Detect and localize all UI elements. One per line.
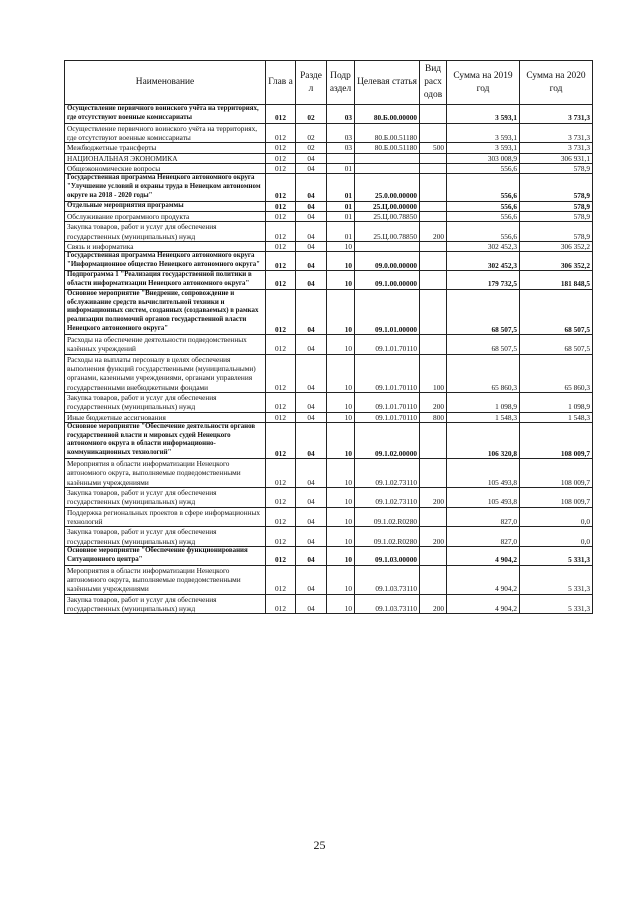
header-target: Целевая статья [355,61,420,105]
table-row [65,153,593,163]
cell-name: Межбюджетные трансферты [65,143,266,153]
cell-sum-2019: 303 008,9 [447,153,520,163]
cell-sum-2019: 827,0 [447,507,520,527]
cell-podrazdel: 01 [327,201,355,211]
header-sum-2019: Сумма на 2019 год [447,61,520,105]
cell-glava: 012 [266,212,296,222]
cell-sum-2020: 5 331,3 [520,594,593,614]
cell-sum-2019: 556,6 [447,163,520,173]
cell-name: Иные бюджетные ассигнования [65,412,266,422]
cell-sum-2019: 556,6 [447,222,520,242]
cell-razdel: 04 [296,174,327,201]
cell-sum-2020: 578,9 [520,201,593,211]
cell-name: Мероприятия в области информатизации Ненецкого автономного округа, выполняемые подведомственными казёнными учреждениями [65,565,266,594]
cell-glava: 012 [266,422,296,458]
cell-podrazdel: 10 [327,242,355,252]
cell-razdel: 02 [296,123,327,143]
table-row [65,507,593,527]
cell-razdel: 04 [296,488,327,508]
table-row [65,222,593,242]
cell-target: 25.Ц.00.78850 [355,222,420,242]
cell-name: Основное мероприятие "Обеспечение функционирования Ситуационного центра" [65,547,266,566]
header-sum-2020: Сумма на 2020 год [520,61,593,105]
cell-podrazdel: 10 [327,488,355,508]
page-number: 25 [313,838,326,852]
header-glava: Глав а [266,61,296,105]
cell-razdel: 04 [296,354,327,392]
cell-sum-2019: 68 507,5 [447,334,520,354]
table-row [65,565,593,594]
cell-razdel: 04 [296,547,327,566]
cell-glava: 012 [266,123,296,143]
cell-glava: 012 [266,565,296,594]
cell-target [355,242,420,252]
table-header-row [65,61,593,105]
cell-target: 09.1.01.70110 [355,334,420,354]
cell-podrazdel: 10 [327,527,355,547]
cell-sum-2020: 1 098,9 [520,392,593,412]
cell-target: 25.Ц.00.78850 [355,212,420,222]
cell-name: Государственная программа Ненецкого автономного округа "Информационное общество Ненецкого автономного округа" [65,252,266,271]
cell-target: 09.1.01.00000 [355,289,420,334]
cell-glava: 012 [266,174,296,201]
cell-vid: 200 [420,488,447,508]
cell-sum-2019: 105 493,8 [447,459,520,488]
cell-razdel: 04 [296,422,327,458]
cell-razdel: 04 [296,594,327,614]
cell-sum-2020: 108 009,7 [520,459,593,488]
cell-sum-2020: 108 009,7 [520,422,593,458]
cell-sum-2020: 65 860,3 [520,354,593,392]
cell-sum-2020: 3 731,3 [520,105,593,124]
cell-glava: 012 [266,242,296,252]
cell-target: 09.0.00.00000 [355,252,420,271]
table-row [65,459,593,488]
cell-name: Основное мероприятие "Обеспечение деятельности органов государственной власти и мировых судей Ненецкого автономного округа в области информационно-коммуникационных технологий" [65,422,266,458]
cell-podrazdel: 10 [327,565,355,594]
cell-glava: 012 [266,201,296,211]
cell-name: Основное мероприятие "Внедрение, сопровождение и обслуживание средств вычислительной техники и информационных систем, созданных (создаваемых) в рамках реализации полномочий органов государственной власти Ненецкого автономного округа" [65,289,266,334]
table-row [65,289,593,334]
cell-podrazdel: 01 [327,212,355,222]
cell-sum-2020: 0,0 [520,527,593,547]
cell-podrazdel: 10 [327,459,355,488]
cell-sum-2020: 5 331,3 [520,547,593,566]
table-row [65,334,593,354]
cell-sum-2020: 1 548,3 [520,412,593,422]
cell-sum-2020: 578,9 [520,163,593,173]
cell-glava: 012 [266,163,296,173]
cell-sum-2019: 65 860,3 [447,354,520,392]
cell-vid [420,153,447,163]
cell-vid: 800 [420,412,447,422]
cell-vid: 200 [420,222,447,242]
cell-sum-2020: 578,9 [520,174,593,201]
table-row [65,242,593,252]
cell-sum-2020: 306 352,2 [520,252,593,271]
cell-podrazdel: 01 [327,222,355,242]
cell-razdel: 04 [296,242,327,252]
cell-name: Подпрограмма 1 "Реализация государственной политики в области информатизации Ненецкого автономного округа" [65,271,266,290]
cell-target: 09.1.03.73110 [355,565,420,594]
cell-glava: 012 [266,459,296,488]
cell-sum-2020: 306 931,1 [520,153,593,163]
cell-name: Осуществление первичного воинского учёта на территориях, где отсутствуют военные комиссариаты [65,123,266,143]
cell-target: 09.1.02.R0280 [355,527,420,547]
table-row [65,123,593,143]
cell-sum-2019: 4 904,2 [447,594,520,614]
cell-name: Поддержка региональных проектов в сфере информационных технологий [65,507,266,527]
cell-razdel: 04 [296,459,327,488]
cell-vid [420,212,447,222]
cell-vid: 200 [420,527,447,547]
cell-podrazdel: 01 [327,174,355,201]
cell-vid [420,252,447,271]
table-row [65,392,593,412]
table-row [65,212,593,222]
cell-target [355,153,420,163]
cell-target: 09.1.03.00000 [355,547,420,566]
table-row [65,412,593,422]
table-row [65,252,593,271]
cell-razdel: 04 [296,201,327,211]
cell-sum-2020: 306 352,2 [520,242,593,252]
cell-glava: 012 [266,547,296,566]
cell-name: Расходы на обеспечение деятельности подведомственных казённых учреждений [65,334,266,354]
cell-vid [420,105,447,124]
cell-podrazdel: 10 [327,547,355,566]
cell-vid [420,174,447,201]
cell-glava: 012 [266,392,296,412]
cell-sum-2019: 302 452,3 [447,242,520,252]
cell-glava: 012 [266,289,296,334]
cell-target: 09.1.00.00000 [355,271,420,290]
cell-glava: 012 [266,507,296,527]
cell-razdel: 02 [296,143,327,153]
cell-glava: 012 [266,271,296,290]
budget-table [64,60,593,614]
cell-target: 25.0.00.00000 [355,174,420,201]
cell-podrazdel: 01 [327,163,355,173]
cell-sum-2020: 181 848,5 [520,271,593,290]
cell-sum-2019: 302 452,3 [447,252,520,271]
cell-name: Закупка товаров, работ и услуг для обеспечения государственных (муниципальных) нужд [65,222,266,242]
cell-vid [420,334,447,354]
cell-name: Осуществление первичного воинского учёта на территориях, где отсутствуют военные комиссариаты [65,105,266,124]
cell-sum-2019: 3 593,1 [447,105,520,124]
cell-sum-2020: 0,0 [520,507,593,527]
cell-razdel: 04 [296,334,327,354]
cell-sum-2020: 578,9 [520,212,593,222]
cell-name: Расходы на выплаты персоналу в целях обеспечения выполнения функций государственными (муниципальными) органами, казенными учреждениями, органами управления государственными внебюджетными фондами [65,354,266,392]
cell-target: 09.1.02.73110 [355,459,420,488]
cell-vid: 200 [420,392,447,412]
cell-podrazdel: 10 [327,594,355,614]
cell-sum-2020: 3 731,3 [520,123,593,143]
table-row [65,105,593,124]
cell-sum-2019: 1 098,9 [447,392,520,412]
cell-vid [420,123,447,143]
cell-sum-2019: 4 904,2 [447,547,520,566]
cell-glava: 012 [266,412,296,422]
cell-sum-2019: 556,6 [447,174,520,201]
cell-vid [420,201,447,211]
cell-vid [420,422,447,458]
cell-sum-2020: 68 507,5 [520,334,593,354]
cell-sum-2019: 4 904,2 [447,565,520,594]
cell-name: Государственная программа Ненецкого автономного округа "Улучшение условий и охраны труда в Ненецком автономном округе на 2018 - 2020 годы" [65,174,266,201]
cell-podrazdel: 03 [327,143,355,153]
cell-sum-2020: 5 331,3 [520,565,593,594]
cell-podrazdel: 10 [327,289,355,334]
cell-target: 09.1.02.00000 [355,422,420,458]
header-razdel: Разде л [296,61,327,105]
cell-razdel: 04 [296,222,327,242]
table-row [65,422,593,458]
cell-target: 09.1.01.70110 [355,354,420,392]
cell-podrazdel: 03 [327,105,355,124]
table-row [65,488,593,508]
cell-sum-2020: 3 731,3 [520,143,593,153]
cell-name: Связь и информатика [65,242,266,252]
cell-name: Закупка товаров, работ и услуг для обеспечения государственных (муниципальных) нужд [65,527,266,547]
cell-vid: 200 [420,594,447,614]
cell-name: Отдельные мероприятия программы [65,201,266,211]
cell-razdel: 04 [296,212,327,222]
cell-sum-2019: 556,6 [447,201,520,211]
cell-razdel: 04 [296,252,327,271]
cell-razdel: 04 [296,507,327,527]
cell-vid [420,547,447,566]
cell-razdel: 04 [296,565,327,594]
cell-sum-2019: 556,6 [447,212,520,222]
cell-vid [420,565,447,594]
cell-glava: 012 [266,222,296,242]
table-row [65,163,593,173]
cell-name: Закупка товаров, работ и услуг для обеспечения государственных (муниципальных) нужд [65,392,266,412]
cell-sum-2019: 3 593,1 [447,143,520,153]
cell-razdel: 04 [296,412,327,422]
cell-razdel: 04 [296,153,327,163]
cell-glava: 012 [266,143,296,153]
table-row [65,527,593,547]
header-podrazdel: Подр аздел [327,61,355,105]
cell-target: 09.1.03.73110 [355,594,420,614]
cell-sum-2019: 1 548,3 [447,412,520,422]
table-row [65,547,593,566]
cell-sum-2020: 578,9 [520,222,593,242]
cell-podrazdel: 10 [327,392,355,412]
cell-glava: 012 [266,105,296,124]
cell-vid [420,459,447,488]
cell-podrazdel: 10 [327,354,355,392]
cell-name: Общеэкономические вопросы [65,163,266,173]
cell-sum-2020: 68 507,5 [520,289,593,334]
cell-podrazdel: 10 [327,412,355,422]
cell-name: Обслуживание программного продукта [65,212,266,222]
cell-vid [420,242,447,252]
cell-target: 09.1.02.73110 [355,488,420,508]
cell-target: 80.Б.00.51180 [355,123,420,143]
cell-sum-2019: 827,0 [447,527,520,547]
cell-podrazdel: 10 [327,252,355,271]
cell-name: Закупка товаров, работ и услуг для обеспечения государственных (муниципальных) нужд [65,594,266,614]
cell-podrazdel: 10 [327,507,355,527]
table-row [65,201,593,211]
cell-glava: 012 [266,594,296,614]
cell-name: НАЦИОНАЛЬНАЯ ЭКОНОМИКА [65,153,266,163]
cell-name: Мероприятия в области информатизации Ненецкого автономного округа, выполняемые подведомственными казёнными учреждениями [65,459,266,488]
cell-vid: 500 [420,143,447,153]
cell-target: 80.Б.00.51180 [355,143,420,153]
header-name: Наименование [65,61,266,105]
cell-glava: 012 [266,527,296,547]
cell-target: 09.1.02.R0280 [355,507,420,527]
cell-glava: 012 [266,354,296,392]
cell-sum-2019: 3 593,1 [447,123,520,143]
table-row [65,594,593,614]
cell-razdel: 04 [296,527,327,547]
table-row [65,143,593,153]
table-row [65,174,593,201]
cell-vid [420,163,447,173]
cell-razdel: 04 [296,289,327,334]
cell-razdel: 04 [296,392,327,412]
table-row [65,354,593,392]
cell-target: 09.1.01.70110 [355,412,420,422]
header-vid: Вид расх одов [420,61,447,105]
cell-sum-2019: 179 732,5 [447,271,520,290]
cell-target: 80.Б.00.00000 [355,105,420,124]
cell-target [355,163,420,173]
cell-sum-2019: 68 507,5 [447,289,520,334]
cell-name: Закупка товаров, работ и услуг для обеспечения государственных (муниципальных) нужд [65,488,266,508]
cell-glava: 012 [266,334,296,354]
cell-razdel: 04 [296,163,327,173]
cell-sum-2019: 106 320,8 [447,422,520,458]
cell-vid [420,271,447,290]
cell-vid [420,507,447,527]
cell-podrazdel: 10 [327,271,355,290]
cell-vid [420,289,447,334]
cell-razdel: 04 [296,271,327,290]
cell-razdel: 02 [296,105,327,124]
cell-sum-2019: 105 493,8 [447,488,520,508]
cell-vid: 100 [420,354,447,392]
cell-target: 09.1.01.70110 [355,392,420,412]
cell-podrazdel: 10 [327,422,355,458]
table-body [65,105,593,614]
cell-glava: 012 [266,252,296,271]
cell-sum-2020: 108 009,7 [520,488,593,508]
cell-podrazdel: 10 [327,334,355,354]
cell-podrazdel [327,153,355,163]
cell-target: 25.Ц.00.00000 [355,201,420,211]
cell-glava: 012 [266,488,296,508]
cell-podrazdel: 03 [327,123,355,143]
cell-glava: 012 [266,153,296,163]
table-row [65,271,593,290]
